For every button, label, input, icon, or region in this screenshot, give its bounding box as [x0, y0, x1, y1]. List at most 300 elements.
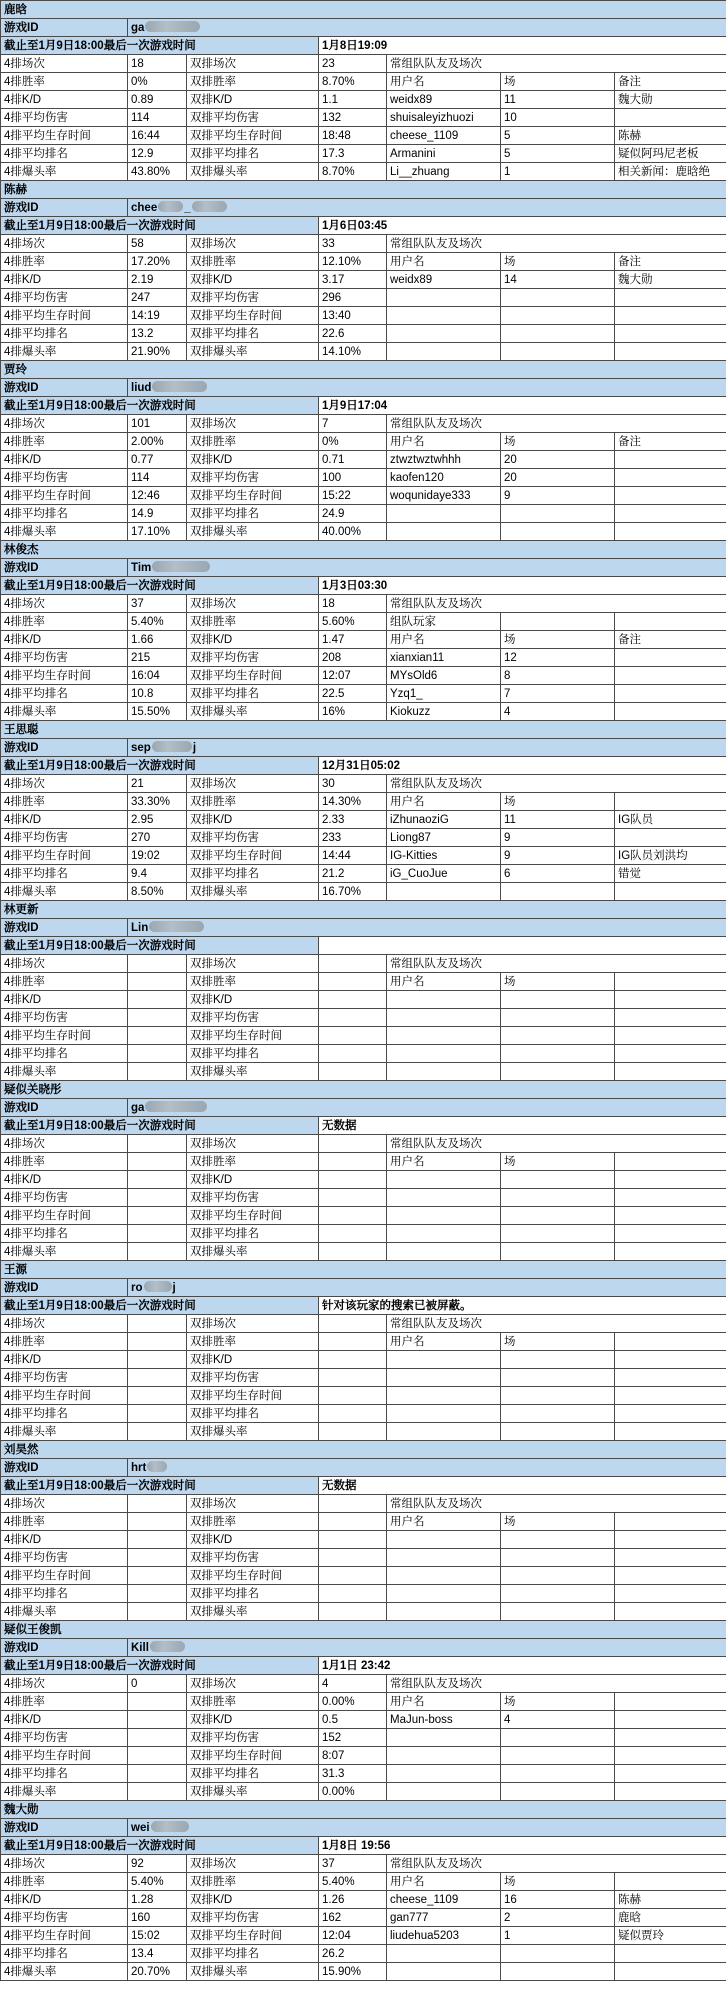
empty-cell [615, 1549, 726, 1567]
duo-stat-label: 双排平均伤害 [187, 649, 319, 667]
quad-stat-label: 4排爆头率 [1, 1423, 128, 1441]
quad-stat-label: 4排平均伤害 [1, 649, 128, 667]
teammate-note [615, 667, 726, 685]
player-name: 魏大勋 [1, 1801, 726, 1819]
empty-cell [501, 307, 615, 325]
quad-stat-label: 4排平均伤害 [1, 829, 128, 847]
games-column-header: 场 [501, 1873, 615, 1891]
quad-stat-label: 4排平均排名 [1, 1585, 128, 1603]
empty-cell [387, 1423, 501, 1441]
teammate-user: cheese_1109 [387, 1891, 501, 1909]
empty-cell [387, 1045, 501, 1063]
duo-stat-label: 双排平均伤害 [187, 1909, 319, 1927]
player-name: 贾玲 [1, 361, 726, 379]
teammate-user: kaofen120 [387, 469, 501, 487]
note-column-header [615, 1513, 726, 1531]
game-id-label: 游戏ID [1, 1279, 128, 1297]
quad-stat-value [128, 1783, 187, 1801]
empty-cell [615, 1171, 726, 1189]
duo-stat-label: 双排平均生存时间 [187, 1747, 319, 1765]
blurred-id-segment [149, 921, 204, 932]
quad-stat-label: 4排场次 [1, 1495, 128, 1513]
last-time-value: 无数据 [319, 1117, 726, 1135]
empty-cell [387, 883, 501, 901]
duo-stat-label: 双排K/D [187, 1351, 319, 1369]
duo-stat-label: 双排场次 [187, 415, 319, 433]
cutoff-and-last-time-label [1, 757, 319, 775]
cutoff-and-last-time-label [1, 37, 319, 55]
empty-cell [387, 289, 501, 307]
empty-cell [501, 1063, 615, 1081]
quad-stat-label: 4排场次 [1, 775, 128, 793]
empty-cell [501, 1045, 615, 1063]
duo-stat-value: 15:22 [319, 487, 387, 505]
quad-stat-label: 4排场次 [1, 415, 128, 433]
teammate-games: 10 [501, 109, 615, 127]
teammate-games: 5 [501, 127, 615, 145]
empty-cell [615, 1243, 726, 1261]
teammates-header: 常组队队友及场次 [387, 1855, 726, 1873]
quad-stat-value [128, 1585, 187, 1603]
player-name: 陈赫 [1, 181, 726, 199]
duo-stat-label: 双排K/D [187, 1711, 319, 1729]
duo-stat-label: 双排爆头率 [187, 1783, 319, 1801]
duo-stat-value: 100 [319, 469, 387, 487]
quad-stat-value: 1.66 [128, 631, 187, 649]
empty-cell [615, 991, 726, 1009]
duo-stat-label: 双排场次 [187, 1495, 319, 1513]
duo-stat-label: 双排平均排名 [187, 1765, 319, 1783]
teammate-user: weidx89 [387, 271, 501, 289]
quad-stat-label: 4排胜率 [1, 973, 128, 991]
duo-stat-label: 双排场次 [187, 955, 319, 973]
empty-cell [615, 1207, 726, 1225]
quad-stat-value: 21 [128, 775, 187, 793]
teammate-note: 疑似贾玲 [615, 1927, 726, 1945]
duo-stat-value: 5.40% [319, 1873, 387, 1891]
quad-stat-value [128, 1333, 187, 1351]
teammates-header: 常组队队友及场次 [387, 775, 726, 793]
note-column-header [615, 1153, 726, 1171]
quad-stat-value: 12.9 [128, 145, 187, 163]
duo-stat-label: 双排K/D [187, 1171, 319, 1189]
duo-stat-label: 双排爆头率 [187, 1063, 319, 1081]
quad-stat-label: 4排场次 [1, 1675, 128, 1693]
game-id-label: 游戏ID [1, 1099, 128, 1117]
teammate-user: weidx89 [387, 91, 501, 109]
empty-cell [387, 1585, 501, 1603]
duo-stat-value [319, 1405, 387, 1423]
game-id-text: j [172, 1281, 176, 1294]
last-time-label: 最后一次游戏时间 [103, 939, 196, 952]
note-column-header [615, 973, 726, 991]
empty-cell [615, 1963, 726, 1981]
quad-stat-value [128, 1711, 187, 1729]
quad-stat-value: 33.30% [128, 793, 187, 811]
player-name: 疑似关晓彤 [1, 1081, 726, 1099]
game-id-value [128, 1099, 726, 1117]
empty-cell [501, 1405, 615, 1423]
note-column-header: 备注 [615, 253, 726, 271]
empty-cell [387, 1783, 501, 1801]
empty-cell [501, 523, 615, 541]
duo-stat-label: 双排K/D [187, 451, 319, 469]
cutoff-label: 截止至1月9日18:00 [4, 759, 104, 772]
quad-stat-value: 16:04 [128, 667, 187, 685]
duo-stat-value: 3.17 [319, 271, 387, 289]
quad-stat-label: 4排平均伤害 [1, 1369, 128, 1387]
quad-stat-label: 4排K/D [1, 1531, 128, 1549]
quad-stat-label: 4排胜率 [1, 1333, 128, 1351]
quad-stat-label: 4排平均排名 [1, 1945, 128, 1963]
duo-stat-value: 22.5 [319, 685, 387, 703]
empty-cell [387, 1549, 501, 1567]
game-id-value [128, 1639, 726, 1657]
quad-stat-value [128, 1315, 187, 1333]
quad-stat-value [128, 1009, 187, 1027]
teammate-user: IG-Kitties [387, 847, 501, 865]
quad-stat-value [128, 1351, 187, 1369]
duo-stat-value: 0% [319, 433, 387, 451]
quad-stat-label: 4排场次 [1, 1135, 128, 1153]
empty-cell [501, 1009, 615, 1027]
quad-stat-value: 13.2 [128, 325, 187, 343]
empty-cell [387, 1189, 501, 1207]
user-column-header: 用户名 [387, 433, 501, 451]
empty-cell [501, 1765, 615, 1783]
games-column-header: 场 [501, 253, 615, 271]
duo-stat-label: 双排平均生存时间 [187, 487, 319, 505]
duo-stat-label: 双排K/D [187, 91, 319, 109]
last-time-label: 最后一次游戏时间 [103, 759, 196, 772]
duo-stat-label: 双排场次 [187, 55, 319, 73]
teammate-note [615, 1711, 726, 1729]
cutoff-and-last-time-label [1, 397, 319, 415]
duo-stat-value: 17.3 [319, 145, 387, 163]
quad-stat-label: 4排场次 [1, 955, 128, 973]
teammates-header: 常组队队友及场次 [387, 595, 726, 613]
quad-stat-value: 15:02 [128, 1927, 187, 1945]
games-column-header: 场 [501, 1153, 615, 1171]
empty-cell [387, 991, 501, 1009]
game-id-text: ro [131, 1281, 143, 1294]
empty-cell [501, 1423, 615, 1441]
duo-stat-label: 双排平均生存时间 [187, 1927, 319, 1945]
duo-stat-label: 双排场次 [187, 1855, 319, 1873]
duo-stat-value: 13:40 [319, 307, 387, 325]
quad-stat-value: 12:46 [128, 487, 187, 505]
user-column-header: 用户名 [387, 793, 501, 811]
last-time-value: 1月3日03:30 [319, 577, 726, 595]
game-id-label: 游戏ID [1, 19, 128, 37]
quad-stat-value [128, 1405, 187, 1423]
teammate-user: MYsOld6 [387, 667, 501, 685]
teammate-games: 20 [501, 469, 615, 487]
last-time-value: 无数据 [319, 1477, 726, 1495]
teammate-user: iZhunaoziG [387, 811, 501, 829]
quad-stat-value [128, 1549, 187, 1567]
team-player-label: 组队玩家 [387, 613, 501, 631]
quad-stat-label: 4排爆头率 [1, 1063, 128, 1081]
teammate-note: 陈赫 [615, 127, 726, 145]
duo-stat-value: 152 [319, 1729, 387, 1747]
teammates-header: 常组队队友及场次 [387, 955, 726, 973]
teammate-note: IG队员刘洪均 [615, 847, 726, 865]
empty-cell [501, 1549, 615, 1567]
quad-stat-value: 101 [128, 415, 187, 433]
duo-stat-value: 18:48 [319, 127, 387, 145]
empty-cell [501, 1747, 615, 1765]
last-time-value: 12月31日05:02 [319, 757, 726, 775]
blurred-id-segment [152, 561, 210, 572]
quad-stat-value [128, 1369, 187, 1387]
empty-cell [501, 289, 615, 307]
quad-stat-label: 4排平均伤害 [1, 1549, 128, 1567]
quad-stat-value [128, 1207, 187, 1225]
duo-stat-label: 双排平均伤害 [187, 1549, 319, 1567]
teammate-user: Li__zhuang [387, 163, 501, 181]
duo-stat-label: 双排爆头率 [187, 1963, 319, 1981]
duo-stat-value [319, 1027, 387, 1045]
blurred-id-segment [151, 1821, 189, 1832]
player-name: 王思聪 [1, 721, 726, 739]
duo-stat-value [319, 1531, 387, 1549]
duo-stat-label: 双排爆头率 [187, 1423, 319, 1441]
user-column-header: 用户名 [387, 73, 501, 91]
quad-stat-label: 4排K/D [1, 1351, 128, 1369]
quad-stat-value: 1.28 [128, 1891, 187, 1909]
teammate-user: Liong87 [387, 829, 501, 847]
quad-stat-label: 4排平均伤害 [1, 469, 128, 487]
quad-stat-value: 58 [128, 235, 187, 253]
teammate-games: 4 [501, 1711, 615, 1729]
last-time-label: 最后一次游戏时间 [103, 1299, 196, 1312]
duo-stat-value [319, 1315, 387, 1333]
quad-stat-value [128, 955, 187, 973]
teammate-user: shuisaleyizhuozi [387, 109, 501, 127]
quad-stat-value [128, 1765, 187, 1783]
quad-stat-label: 4排胜率 [1, 1873, 128, 1891]
empty-cell [387, 1243, 501, 1261]
quad-stat-value: 14.9 [128, 505, 187, 523]
quad-stat-value [128, 1567, 187, 1585]
duo-stat-label: 双排平均伤害 [187, 1189, 319, 1207]
duo-stat-label: 双排平均排名 [187, 145, 319, 163]
teammate-note: 魏大勋 [615, 91, 726, 109]
game-id-text: wei [131, 1821, 150, 1834]
game-id-value [128, 1459, 726, 1477]
quad-stat-label: 4排K/D [1, 1171, 128, 1189]
quad-stat-value [128, 1027, 187, 1045]
quad-stat-label: 4排爆头率 [1, 523, 128, 541]
duo-stat-value: 15.90% [319, 1963, 387, 1981]
games-column-header: 场 [501, 433, 615, 451]
empty-cell [615, 1189, 726, 1207]
quad-stat-label: 4排K/D [1, 991, 128, 1009]
teammate-note [615, 829, 726, 847]
quad-stat-label: 4排胜率 [1, 1693, 128, 1711]
teammate-note [615, 649, 726, 667]
duo-stat-label: 双排平均排名 [187, 865, 319, 883]
quad-stat-label: 4排场次 [1, 1315, 128, 1333]
duo-stat-value: 12:07 [319, 667, 387, 685]
quad-stat-label: 4排平均排名 [1, 1045, 128, 1063]
empty-cell [501, 1207, 615, 1225]
duo-stat-label: 双排平均生存时间 [187, 127, 319, 145]
duo-stat-value [319, 1351, 387, 1369]
game-id-text: j [192, 741, 197, 754]
empty-cell [501, 613, 615, 631]
duo-stat-value: 16% [319, 703, 387, 721]
empty-cell [501, 343, 615, 361]
blurred-id-segment [147, 1461, 167, 1472]
game-id-text: Kill [131, 1641, 149, 1654]
user-column-header: 用户名 [387, 973, 501, 991]
duo-stat-value [319, 1225, 387, 1243]
last-time-value [319, 937, 726, 955]
empty-cell [501, 1567, 615, 1585]
duo-stat-label: 双排平均排名 [187, 1405, 319, 1423]
empty-cell [615, 613, 726, 631]
quad-stat-label: 4排平均生存时间 [1, 1207, 128, 1225]
teammate-games: 2 [501, 1909, 615, 1927]
quad-stat-label: 4排平均伤害 [1, 289, 128, 307]
empty-cell [501, 1603, 615, 1621]
quad-stat-value: 14:19 [128, 307, 187, 325]
blurred-id-segment [152, 381, 207, 392]
duo-stat-label: 双排平均伤害 [187, 1729, 319, 1747]
duo-stat-label: 双排平均伤害 [187, 1009, 319, 1027]
duo-stat-value: 22.6 [319, 325, 387, 343]
game-id-value [128, 1279, 726, 1297]
teammate-user: liudehua5203 [387, 1927, 501, 1945]
empty-cell [501, 1243, 615, 1261]
empty-cell [615, 1009, 726, 1027]
quad-stat-label: 4排平均排名 [1, 865, 128, 883]
quad-stat-label: 4排爆头率 [1, 1243, 128, 1261]
games-column-header: 场 [501, 73, 615, 91]
quad-stat-value: 215 [128, 649, 187, 667]
duo-stat-value: 33 [319, 235, 387, 253]
duo-stat-value [319, 1585, 387, 1603]
duo-stat-label: 双排平均排名 [187, 685, 319, 703]
duo-stat-label: 双排胜率 [187, 793, 319, 811]
quad-stat-value: 160 [128, 1909, 187, 1927]
quad-stat-label: 4排平均伤害 [1, 1009, 128, 1027]
duo-stat-value: 21.2 [319, 865, 387, 883]
duo-stat-label: 双排胜率 [187, 973, 319, 991]
duo-stat-value: 0.00% [319, 1693, 387, 1711]
quad-stat-value [128, 1387, 187, 1405]
teammate-user: woqunidaye333 [387, 487, 501, 505]
cutoff-label: 截止至1月9日18:00 [4, 579, 104, 592]
note-column-header [615, 1693, 726, 1711]
blurred-id-segment [144, 1281, 172, 1292]
empty-cell [615, 1585, 726, 1603]
duo-stat-label: 双排K/D [187, 631, 319, 649]
game-id-value [128, 559, 726, 577]
empty-cell [387, 1063, 501, 1081]
empty-cell [615, 1405, 726, 1423]
last-time-label: 最后一次游戏时间 [103, 1659, 196, 1672]
empty-cell [501, 1027, 615, 1045]
duo-stat-label: 双排胜率 [187, 1513, 319, 1531]
duo-stat-value: 40.00% [319, 523, 387, 541]
duo-stat-label: 双排爆头率 [187, 343, 319, 361]
empty-cell [387, 1351, 501, 1369]
duo-stat-value: 2.33 [319, 811, 387, 829]
quad-stat-value [128, 1495, 187, 1513]
game-id-text: ga [131, 1101, 145, 1114]
duo-stat-value: 1.1 [319, 91, 387, 109]
quad-stat-value: 13.4 [128, 1945, 187, 1963]
last-time-label: 最后一次游戏时间 [103, 1119, 196, 1132]
quad-stat-value: 0.77 [128, 451, 187, 469]
empty-cell [501, 505, 615, 523]
empty-cell [501, 1783, 615, 1801]
quad-stat-label: 4排K/D [1, 1711, 128, 1729]
quad-stat-label: 4排K/D [1, 1891, 128, 1909]
duo-stat-label: 双排平均生存时间 [187, 1567, 319, 1585]
game-id-label: 游戏ID [1, 1819, 128, 1837]
last-time-value: 1月1日 23:42 [319, 1657, 726, 1675]
quad-stat-value: 18 [128, 55, 187, 73]
empty-cell [615, 1567, 726, 1585]
teammate-games: 8 [501, 667, 615, 685]
last-time-value: 1月6日03:45 [319, 217, 726, 235]
teammate-note: 陈赫 [615, 1891, 726, 1909]
quad-stat-label: 4排K/D [1, 631, 128, 649]
teammates-header: 常组队队友及场次 [387, 235, 726, 253]
empty-cell [387, 1567, 501, 1585]
player-name: 刘昊然 [1, 1441, 726, 1459]
teammate-note: 鹿晗 [615, 1909, 726, 1927]
game-id-value [128, 19, 726, 37]
duo-stat-value: 8:07 [319, 1747, 387, 1765]
games-column-header: 场 [501, 793, 615, 811]
quad-stat-label: 4排平均生存时间 [1, 1927, 128, 1945]
duo-stat-label: 双排胜率 [187, 73, 319, 91]
quad-stat-label: 4排K/D [1, 811, 128, 829]
quad-stat-value [128, 1225, 187, 1243]
teammate-games: 7 [501, 685, 615, 703]
empty-cell [615, 289, 726, 307]
duo-stat-label: 双排平均排名 [187, 1585, 319, 1603]
teammate-note: IG队员 [615, 811, 726, 829]
empty-cell [387, 1603, 501, 1621]
teammate-games: 12 [501, 649, 615, 667]
last-time-label: 最后一次游戏时间 [103, 1479, 196, 1492]
quad-stat-label: 4排平均生存时间 [1, 1387, 128, 1405]
teammate-user: Kiokuzz [387, 703, 501, 721]
game-id-text: hrt [131, 1461, 147, 1474]
duo-stat-value [319, 1009, 387, 1027]
empty-cell [501, 1369, 615, 1387]
teammate-note [615, 109, 726, 127]
duo-stat-label: 双排K/D [187, 271, 319, 289]
game-id-label: 游戏ID [1, 559, 128, 577]
duo-stat-value [319, 1567, 387, 1585]
quad-stat-value: 2.00% [128, 433, 187, 451]
teammates-header: 常组队队友及场次 [387, 55, 726, 73]
empty-cell [501, 1945, 615, 1963]
empty-cell [501, 1531, 615, 1549]
duo-stat-value [319, 991, 387, 1009]
games-column-header: 场 [501, 1693, 615, 1711]
game-id-text: Lin [131, 921, 149, 934]
quad-stat-value: 270 [128, 829, 187, 847]
game-id-label: 游戏ID [1, 199, 128, 217]
